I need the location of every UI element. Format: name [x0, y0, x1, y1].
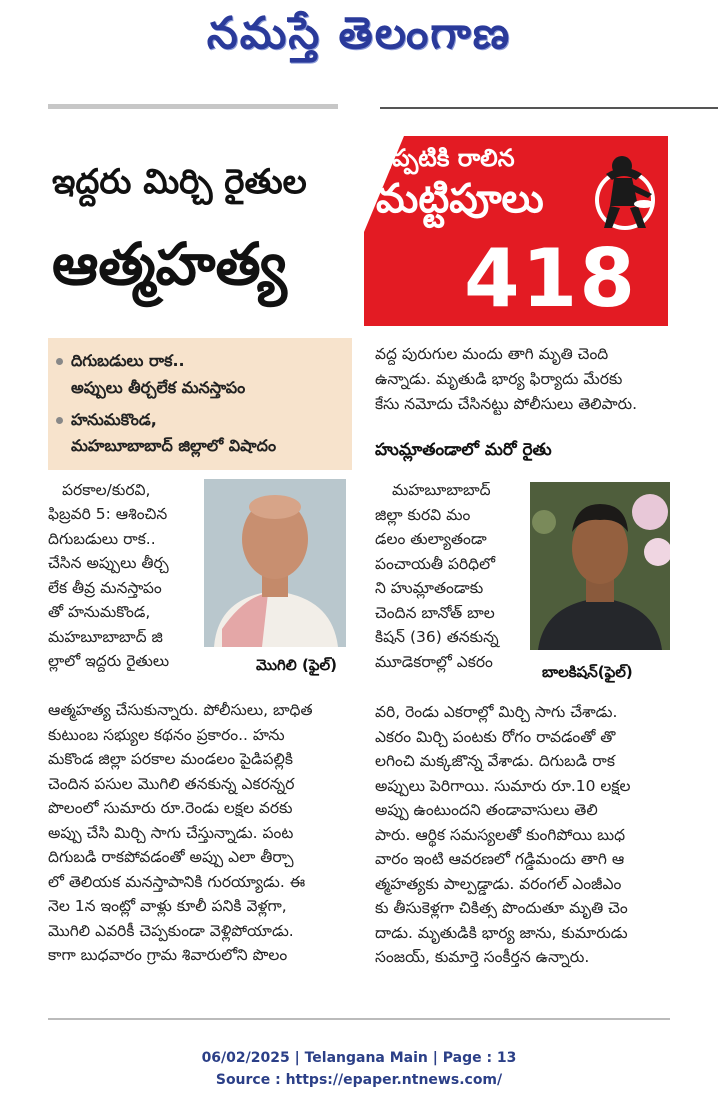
story2-line: వారం ఇంటి ఆవరణలో గడ్డిమందు తాగి ఆ [375, 850, 625, 868]
story2-line: మూడెకరాల్లో ఎకరం [375, 653, 493, 671]
badge-count: 418 [464, 232, 637, 325]
story1-line: పొలంలో సుమారు రూ.రెండు లక్షల వరకు [48, 799, 293, 817]
story1-line: ఫిబ్రవరి 5: ఆశించిన [48, 505, 168, 523]
story1-line: దిగుబడులు రాక.. [48, 530, 156, 548]
story2-line: ని హుమ్లాతండాకు [375, 579, 484, 597]
story2-line: ఎకరం మిర్చి పంటకు రోగం రావడంతో తొ [375, 728, 616, 746]
story2-line: అప్పులు పెరిగాయి. సుమారు రూ.10 లక్షల [375, 777, 631, 795]
portrait-illustration [204, 479, 346, 647]
story1-line: దిగుబడి రాకపోవడంతో అప్పు ఎలా తీర్చా [48, 848, 294, 866]
story1-line: చెందిన పసుల మొగిలి తనకున్న ఎకరన్నర [48, 775, 295, 793]
story1-line: తో హనుమకొండ, [48, 603, 151, 621]
headline-line-1: ఇద్దరు మిర్చి రైతుల [52, 162, 307, 202]
story1-line: కుటుంబ సభ్యుల కథనం ప్రకారం.. హను [48, 726, 285, 744]
story2-line: పంచాయతీ పరిధిలో [375, 555, 496, 573]
story1-continued-line: వద్ద పురుగుల మందు తాగి మృతి చెంది [375, 345, 609, 363]
death-toll-badge [364, 136, 668, 326]
photo-caption-balakishan: బాలకిషన్(ఫైల్) [542, 663, 633, 681]
highlight-bullet [56, 410, 157, 433]
story1-line: కాగా బుధవారం గ్రామ శివారులోని పొలం [48, 946, 288, 964]
story2-line: దాడు. మృతుడికి భార్య జాను, కుమారుడు [375, 924, 628, 942]
highlight-text: అప్పులు తీర్చలేక మనస్తాపం [71, 378, 246, 397]
story2-line: డలం తుల్యాతండా [375, 530, 487, 548]
story2-line: కు తీసుకెళ్లగా చికిత్స పొందుతూ మృతి చెం [375, 899, 628, 917]
photo-caption-mogili: మొగిలి (ఫైల్) [256, 656, 338, 674]
story1-line: మహబూబాబాద్ జి [48, 628, 163, 646]
highlight-text: మహబూబాబాద్ జిల్లాలో విషాదం [71, 436, 277, 455]
farmer-mogili-photo [204, 479, 346, 647]
story2-line: పారు. ఆర్థిక సమస్యలతో కుంగిపోయి బుధ [375, 826, 626, 844]
story1-line: మకొండ జిల్లా పరకాల మండలం పైడిపల్లికి [48, 750, 293, 768]
story2-line: జిల్లా కురవి మం [375, 506, 471, 524]
story2-line: త్మహత్యకు పాల్పడ్డాడు. వరంగల్ ఎంజీఎం [375, 875, 622, 893]
story2-line: లగించి మక్కజొన్న వేశాడు. దిగుబడి రాక [375, 752, 615, 770]
story1-continued-line: కేసు నమోదు చేసినట్టు పోలీసులు తెలిపారు. [375, 395, 638, 413]
story2-line: అప్పు ఉంటుందని తండావాసులు తెలి [375, 801, 598, 819]
highlight-text: దిగుబడులు రాక.. [71, 351, 185, 370]
footer-source-line[interactable]: Source : https://epaper.ntnews.com/ [215, 1072, 503, 1088]
footer-date-line: 06/02/2025 | Telangana Main | Page : 13 [201, 1050, 517, 1066]
badge-line-2: మట్టిపూలు [376, 176, 544, 222]
story1-line: లేక తీవ్ర మనస్తాపం [48, 579, 162, 597]
farmer-icon [586, 140, 664, 236]
story1-line: పరకాల/కురవి, [62, 481, 151, 499]
story2-line: చెందిన బానోత్ బాల [375, 604, 495, 622]
story1-line: ల్లాలో ఇద్దరు రైతులు [48, 652, 170, 670]
story1-line: చేసిన అప్పులు తీర్చ [48, 554, 169, 572]
highlights-box [48, 338, 352, 470]
story1-line: నెల 1న ఇంట్లో వాళ్లు కూలీ పనికి వెళ్లగా, [48, 897, 287, 915]
masthead-divider-right [380, 107, 718, 109]
story1-line: లో తెలియక మనస్తాపానికి గురయ్యాడు. ఈ [48, 873, 306, 891]
story2-line: సంజయ్, కుమార్తె సంకీర్తన ఉన్నారు. [375, 948, 590, 966]
footer-divider [48, 1018, 670, 1020]
highlight-text: హనుమకొండ, [71, 410, 157, 429]
story2-subhead: హుమ్లాతండాలో మరో రైతు [375, 440, 552, 460]
story2-line: మహబూబాబాద్ [392, 481, 491, 499]
headline-line-2: ఆత్మహత్య [52, 230, 287, 298]
bullet-dot-icon [56, 358, 63, 365]
farmer-balakishan-photo [530, 482, 670, 650]
story1-continued-line: ఉన్నాడు. మృతుడి భార్య ఫిర్యాదు మేరకు [375, 370, 623, 388]
bullet-dot-icon [56, 417, 63, 424]
highlight-bullet [56, 351, 185, 374]
badge-line-1: ఇప్పటికి రాలిన [376, 144, 515, 172]
masthead-divider-left [48, 104, 338, 109]
story1-line: ఆత్మహత్య చేసుకున్నారు. పోలీసులు, బాధిత [48, 701, 313, 719]
portrait-illustration [530, 482, 670, 650]
story2-line: కిషన్ (36) తనకున్న [375, 628, 499, 646]
story1-line: మొగిలి ఎవరికీ చెప్పకుండా వెళ్లిపోయాడు. [48, 922, 294, 940]
story1-line: అప్పు చేసి మిర్చి సాగు చేస్తున్నాడు. పంట [48, 824, 294, 842]
masthead-title: నమస్తే తెలంగాణ [206, 8, 512, 59]
story2-line: వరి, రెండు ఎకరాల్లో మిర్చి సాగు చేశాడు. [375, 703, 618, 721]
